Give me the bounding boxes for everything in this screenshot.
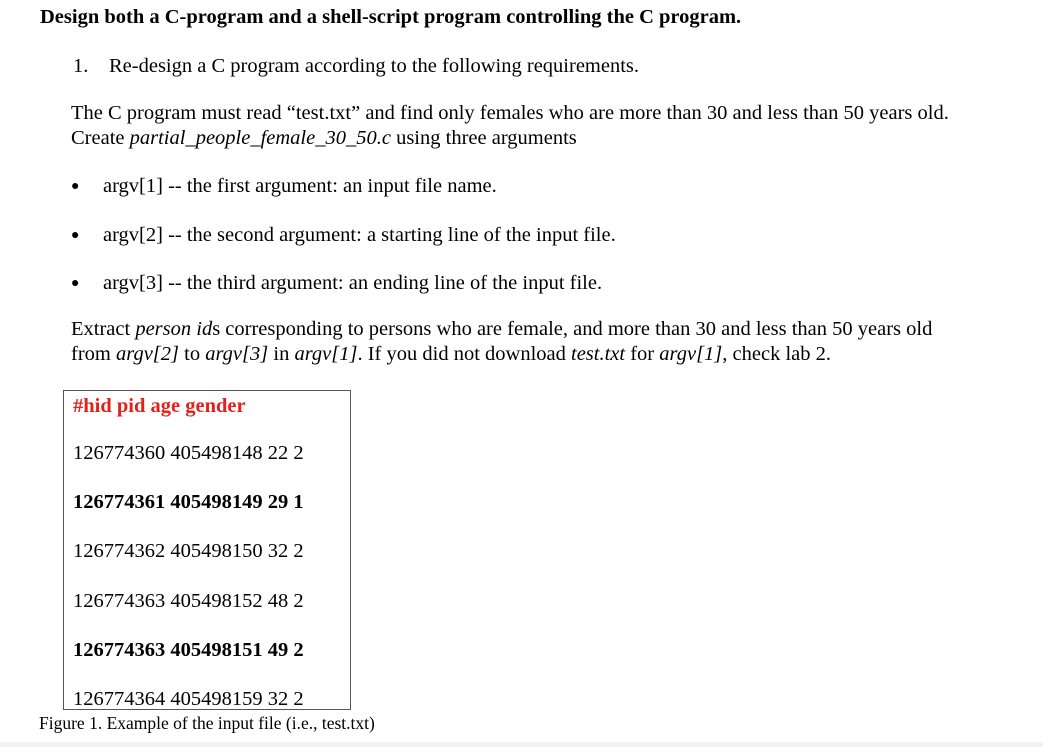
bullet-icon: ● <box>71 179 80 194</box>
requirement-line-1: The C program must read “test.txt” and find only females who are more than 30 and less than 50 years old. <box>71 102 949 124</box>
line-text: , check lab 2. <box>722 343 832 365</box>
line-text: . If you did not download <box>357 343 572 365</box>
table-row: 126774361 405498149 29 1 <box>73 491 304 513</box>
extract-line-1 <box>71 317 932 342</box>
line-text: using three arguments <box>390 127 577 149</box>
table-header: #hid pid age gender <box>73 395 246 417</box>
requirement-line-2 <box>71 126 949 151</box>
bullet-text: argv[3] -- the third argument: an ending line of the input file. <box>103 272 603 294</box>
bullet-icon: ● <box>71 276 80 291</box>
emphasis-text: argv[2] <box>115 343 180 365</box>
table-row: 126774362 405498150 32 2 <box>73 540 304 562</box>
emphasis-text: person id <box>135 318 213 340</box>
figure-caption: Figure 1. Example of the input file (i.e., test.txt) <box>39 713 375 733</box>
requirement-paragraph <box>71 101 949 151</box>
table-row: 126774360 405498148 22 2 <box>73 442 304 464</box>
line-text: Create <box>71 127 130 149</box>
line-text: Extract <box>71 318 136 340</box>
table-row: 126774363 405498152 48 2 <box>73 590 304 612</box>
program-filename: partial_people_female_30_50.c <box>129 127 391 149</box>
line-text: to <box>179 343 206 365</box>
input-file-example-box <box>63 390 351 710</box>
page-bottom-strip <box>0 742 1043 747</box>
numbered-item-1 <box>73 55 639 78</box>
page-title: Design both a C-program and a shell-script program controlling the C program. <box>40 6 742 28</box>
argument-bullet-3 <box>71 272 602 295</box>
emphasis-text: test.txt <box>571 343 626 365</box>
bullet-text: argv[1] -- the first argument: an input file name. <box>103 175 497 197</box>
table-row: 126774363 405498151 49 2 <box>73 639 304 661</box>
argument-bullet-2 <box>71 224 616 247</box>
bullet-icon: ● <box>71 228 80 243</box>
argument-bullet-1 <box>71 175 497 198</box>
table-row: 126774364 405498159 32 2 <box>73 688 304 710</box>
line-text: from <box>71 343 116 365</box>
emphasis-text: argv[1] <box>659 343 723 365</box>
bullet-text: argv[2] -- the second argument: a starting line of the input file. <box>103 224 616 246</box>
extract-line-2 <box>71 342 932 367</box>
item-number: 1. <box>73 55 89 77</box>
emphasis-text: argv[1] <box>294 343 358 365</box>
extract-paragraph <box>71 317 932 367</box>
item-text: Re-design a C program according to the following requirements. <box>109 55 640 77</box>
line-text: in <box>268 343 295 365</box>
line-text: for <box>625 343 660 365</box>
emphasis-text: argv[3] <box>205 343 269 365</box>
line-text: s corresponding to persons who are female, and more than 30 and less than 50 years old <box>212 318 933 340</box>
